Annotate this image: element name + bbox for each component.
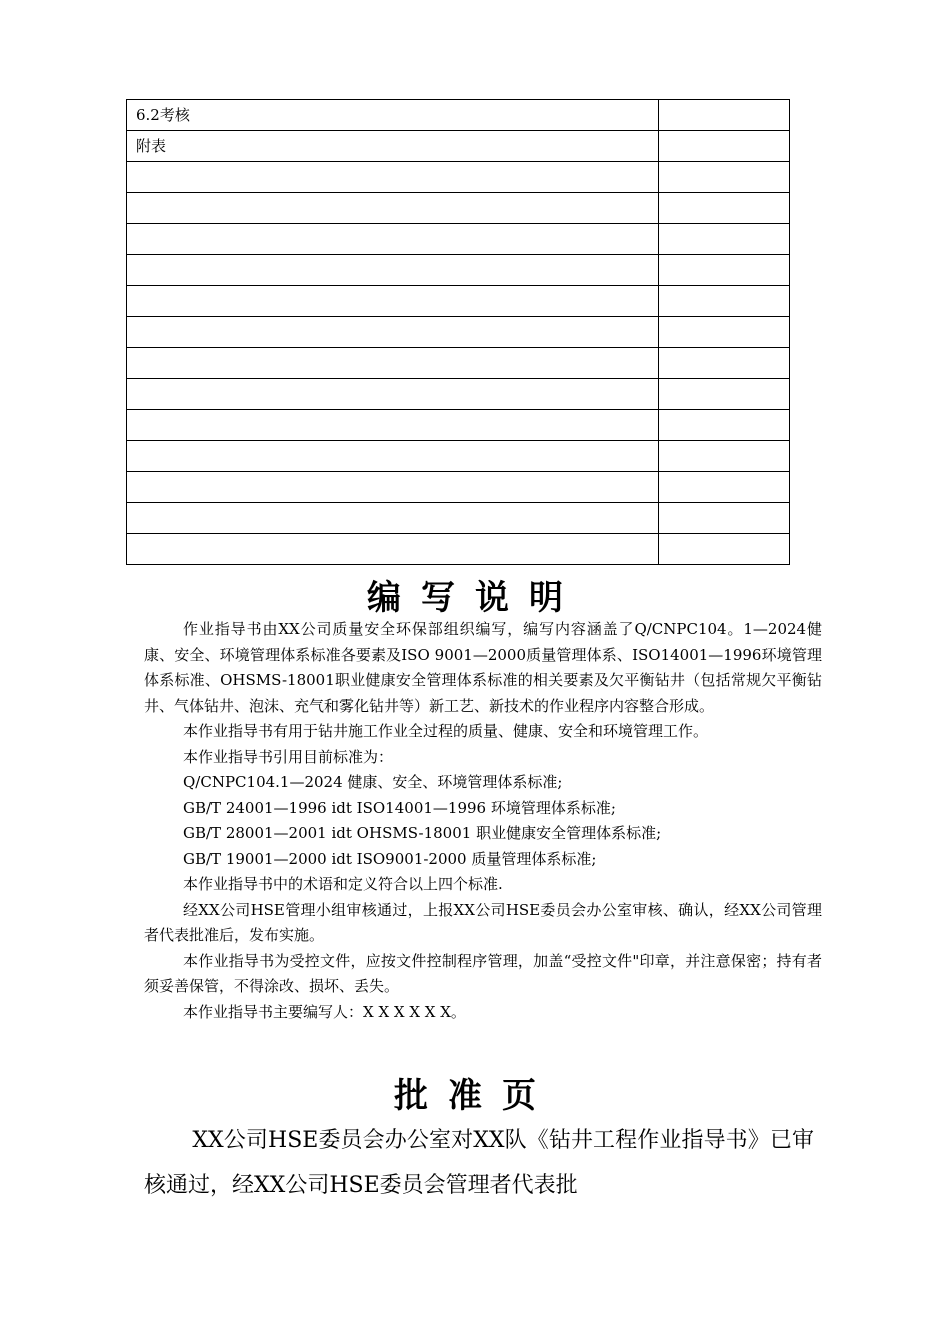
standard-item: Q/CNPC104.1—2024 健康、安全、环境管理体系标准; <box>183 773 563 791</box>
toc-page-cell <box>659 255 790 286</box>
approval-paragraph: XX公司HSE委员会办公室对XX队《钻井工程作业指导书》已审核通过，经XX公司HSE委员会管理者代表批 <box>144 1128 814 1198</box>
toc-row <box>127 100 790 131</box>
toc-page-cell <box>659 193 790 224</box>
toc-row <box>127 162 790 193</box>
notes-paragraph: 本作业指导书中的术语和定义符合以上四个标准. <box>183 875 503 893</box>
toc-title-cell <box>127 317 659 348</box>
toc-row <box>127 131 790 162</box>
toc-row <box>127 255 790 286</box>
notes-paragraph: 本作业指导书引用目前标准为： <box>183 747 394 766</box>
toc-title-cell: 附表 <box>127 131 659 162</box>
toc-page-cell <box>659 472 790 503</box>
toc-row <box>127 193 790 224</box>
toc-title-cell <box>127 224 659 255</box>
toc-row <box>127 441 790 472</box>
toc-row <box>127 379 790 410</box>
toc-page-cell <box>659 410 790 441</box>
standard-item: GB/T 28001—2001 idt OHSMS-18001 职业健康安全管理体系标准; <box>183 824 662 842</box>
toc-page-cell <box>659 317 790 348</box>
toc-page-cell <box>659 441 790 472</box>
notes-paragraph: 经XX公司HSE管理小组审核通过，上报XX公司HSE委员会办公室审核、确认，经XX公司管理者代表批准后，发布实施。 <box>144 900 822 944</box>
toc-row <box>127 317 790 348</box>
notes-paragraph: 本作业指导书为受控文件，应按文件控制程序管理，加盖“受控文件"印章，并注意保密；持有者须妥善保管，不得涂改、损坏、丢失。 <box>144 951 822 995</box>
toc-title-cell: 6.2考核 <box>127 100 659 131</box>
approval-heading: 批准页 <box>394 1076 556 1116</box>
toc-title-cell <box>127 472 659 503</box>
toc-title-cell <box>127 348 659 379</box>
toc-row <box>127 410 790 441</box>
notes-paragraph: 本作业指导书主要编写人：X X X X X X。 <box>183 1002 466 1021</box>
toc-row <box>127 472 790 503</box>
toc-page-cell <box>659 503 790 534</box>
toc-page-cell <box>659 348 790 379</box>
toc-row <box>127 286 790 317</box>
standard-item: GB/T 24001—1996 idt ISO14001—1996 环境管理体系标准; <box>183 798 616 817</box>
toc-page-cell <box>659 534 790 565</box>
toc-row <box>127 224 790 255</box>
toc-title-cell <box>127 441 659 472</box>
toc-page-cell <box>659 100 790 131</box>
toc-title-cell <box>127 255 659 286</box>
notes-paragraph: 本作业指导书有用于钻井施工作业全过程的质量、健康、安全和环境管理工作。 <box>183 722 709 740</box>
toc-title-cell <box>127 286 659 317</box>
toc-title-cell <box>127 379 659 410</box>
toc-title-cell <box>127 162 659 193</box>
notes-paragraph: 作业指导书由XX公司质量安全环保部组织编写，编写内容涵盖了Q/CNPC104。1—2024健康、安全、环境管理体系标准各要素及ISO 9001—2000质量管理体系、ISO14001—1996环境管理体系标准、OHSMS-18001职业健康安全管理体系标准的相关要素及欠平衡钻井（包括常规欠平衡钻井、气体钻井、泡沫、充气和雾化钻井等）新工艺、新技术的作业程序内容整合形成。 <box>144 620 822 715</box>
toc-table <box>126 99 790 565</box>
toc-row <box>127 534 790 565</box>
toc-page-cell <box>659 379 790 410</box>
compilation-heading: 编写说明 <box>367 578 583 618</box>
toc-title-cell <box>127 410 659 441</box>
standard-item: GB/T 19001—2000 idt ISO9001-2000 质量管理体系标准; <box>183 849 597 868</box>
toc-page-cell <box>659 131 790 162</box>
toc-page-cell <box>659 224 790 255</box>
toc-row <box>127 503 790 534</box>
approval-section <box>144 1118 814 1208</box>
toc-row <box>127 348 790 379</box>
compilation-notes <box>144 617 822 1025</box>
toc-title-cell <box>127 503 659 534</box>
toc-page-cell <box>659 162 790 193</box>
toc-page-cell <box>659 286 790 317</box>
toc-title-cell <box>127 193 659 224</box>
toc-title-cell <box>127 534 659 565</box>
